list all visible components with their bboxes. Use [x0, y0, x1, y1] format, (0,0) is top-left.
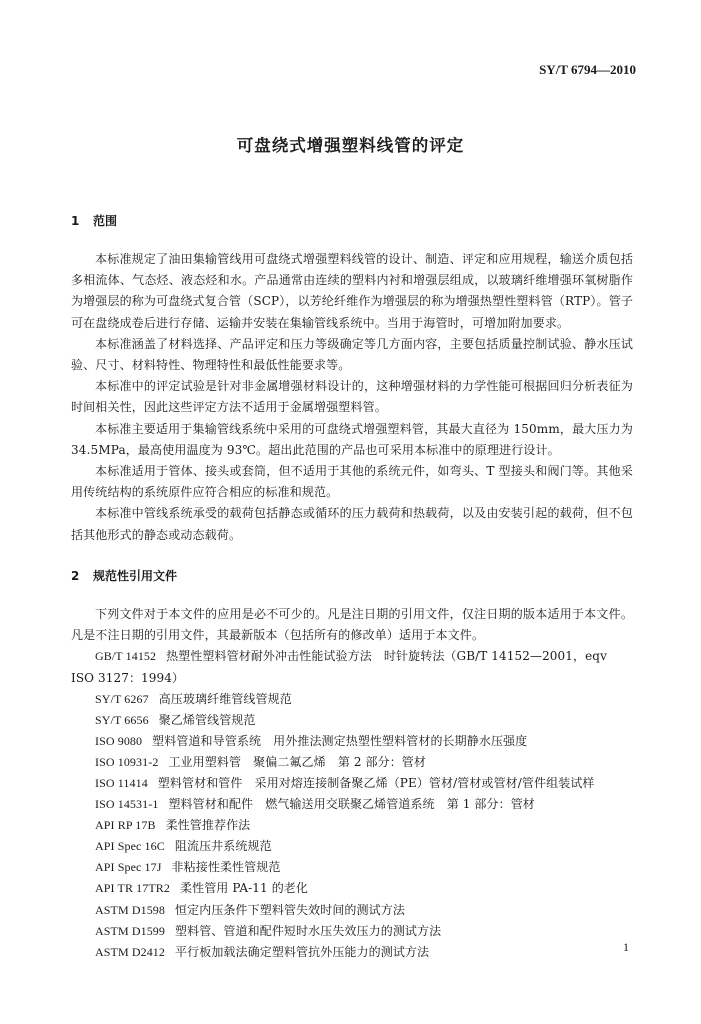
reference-list — [71, 646, 633, 962]
paragraph: 本标准适用于管体、接头或套筒，但不适用于其他的系统元件，如弯头、T 型接头和阀门等。其他采用传统结构的系统原件应符合相应的标准和规范。 — [71, 464, 633, 500]
section-number: 1 — [71, 214, 80, 228]
reference-code: ASTM D1599 — [95, 923, 166, 938]
reference-item — [71, 773, 633, 794]
reference-title: 塑料管、管道和配件短时水压失效压力的测试方法 — [175, 923, 442, 938]
reference-code: GB/T 14152 — [95, 649, 157, 664]
paragraph: 本标准中管线系统承受的载荷包括静态或循环的压力载荷和热载荷，以及由安装引起的载荷，但不包括其他形式的静态或动态载荷。 — [71, 506, 633, 542]
reference-item — [71, 794, 633, 815]
reference-title: 高压玻璃纤维管线管规范 — [158, 691, 292, 706]
reference-item — [71, 815, 633, 836]
section-number: 2 — [71, 569, 80, 583]
paragraph: 下列文件对于本文件的应用是必不可少的。凡是注日期的引用文件，仅注日期的版本适用于本文件。凡是不注日期的引用文件，其最新版本（包括所有的修改单）适用于本文件。 — [71, 607, 633, 643]
section-normative-references — [71, 567, 633, 963]
section-heading — [71, 567, 633, 585]
reference-code: API RP 17B — [95, 818, 156, 833]
reference-code: ISO 10931-2 — [95, 754, 159, 769]
section-heading — [71, 212, 633, 230]
paragraph: 本标准中的评定试验是针对非金属增强材料设计的，这种增强材料的力学性能可根据回归分析表征为时间相关性，因此这些评定方法不适用于金属增强塑料管。 — [71, 379, 633, 415]
section-title: 范围 — [93, 214, 118, 228]
reference-code: ISO 14531-1 — [95, 797, 159, 812]
reference-title: 柔性管用 PA-11 的老化 — [180, 881, 308, 896]
section-scope — [71, 212, 633, 546]
reference-code: SY/T 6656 — [95, 712, 149, 727]
reference-item — [71, 710, 633, 731]
reference-code: API Spec 16C — [95, 839, 165, 854]
reference-title: 恒定内压条件下塑料管失效时间的测试方法 — [175, 902, 405, 917]
reference-item — [71, 942, 633, 963]
reference-item — [71, 878, 633, 899]
reference-title: 塑料管道和导管系统 用外推法测定热塑性塑料管材的长期静水压强度 — [152, 733, 528, 748]
reference-item — [71, 731, 633, 752]
reference-code: API TR 17TR2 — [95, 881, 170, 896]
reference-code: API Spec 17J — [95, 860, 162, 875]
reference-code: ASTM D1598 — [95, 902, 166, 917]
reference-title: 热塑性塑料管材耐外冲击性能试验方法 时针旋转法（GB/T 14152—2001，eqv ISO 3127：1994） — [71, 649, 607, 685]
reference-title: 塑料管材和管件 采用对熔连接制备聚乙烯（PE）管材/管材或管材/管件组装试样 — [157, 775, 595, 790]
paragraph: 本标准规定了油田集输管线用可盘绕式增强塑料线管的设计、制造、评定和应用规程，输送介质包括多相流体、气态烃、液态烃和水。产品通常由连续的塑料内衬和增强层组成，以玻璃纤维增强环氧树脂作为增强层的称为可盘绕式复合管（SCP），以芳纶纤维作为增强层的称为增强热塑性塑料管（RTP）。管子可在盘绕成卷后进行存储、运输并安装在集输管线系统中。当用于海管时，可增加附加要求。 — [71, 252, 633, 330]
reference-title: 柔性管推荐作法 — [165, 818, 251, 833]
standard-code: SY/T 6794—2010 — [539, 62, 636, 77]
reference-item — [71, 836, 633, 857]
page-number: 1 — [623, 940, 629, 954]
reference-code: SY/T 6267 — [95, 691, 149, 706]
paragraph: 本标准涵盖了材料选择、产品评定和压力等级确定等几方面内容，主要包括质量控制试验、静水压试验、尺寸、材料特性、物理特性和最低性能要求等。 — [71, 336, 633, 373]
reference-item — [71, 646, 633, 688]
reference-title: 阻流压井系统规范 — [174, 839, 272, 854]
reference-code: ASTM D2412 — [95, 944, 166, 959]
section-title: 规范性引用文件 — [93, 569, 178, 583]
reference-item — [71, 900, 633, 921]
reference-title: 塑料管材和配件 燃气输送用交联聚乙烯管道系统 第 1 部分：管材 — [168, 797, 535, 812]
reference-code: ISO 11414 — [95, 775, 148, 790]
reference-title: 聚乙烯管线管规范 — [158, 712, 256, 727]
reference-item — [71, 752, 633, 773]
paragraph: 本标准主要适用于集输管线系统中采用的可盘绕式增强塑料管，其最大直径为 150mm，最大压力为 34.5MPa，最高使用温度为 93℃。超出此范围的产品也可采用本标准中的原理进行设计。 — [71, 421, 633, 457]
reference-item — [71, 921, 633, 942]
reference-title: 非粘接性柔性管规范 — [171, 860, 281, 875]
reference-title: 工业用塑料管 聚偏二氟乙烯 第 2 部分：管材 — [168, 754, 427, 769]
reference-item — [71, 689, 633, 710]
reference-code: ISO 9080 — [95, 733, 143, 748]
reference-title: 平行板加载法确定塑料管抗外压能力的测试方法 — [175, 944, 430, 959]
document-title: 可盘绕式增强塑料线管的评定 — [236, 136, 465, 155]
reference-item — [71, 857, 633, 878]
